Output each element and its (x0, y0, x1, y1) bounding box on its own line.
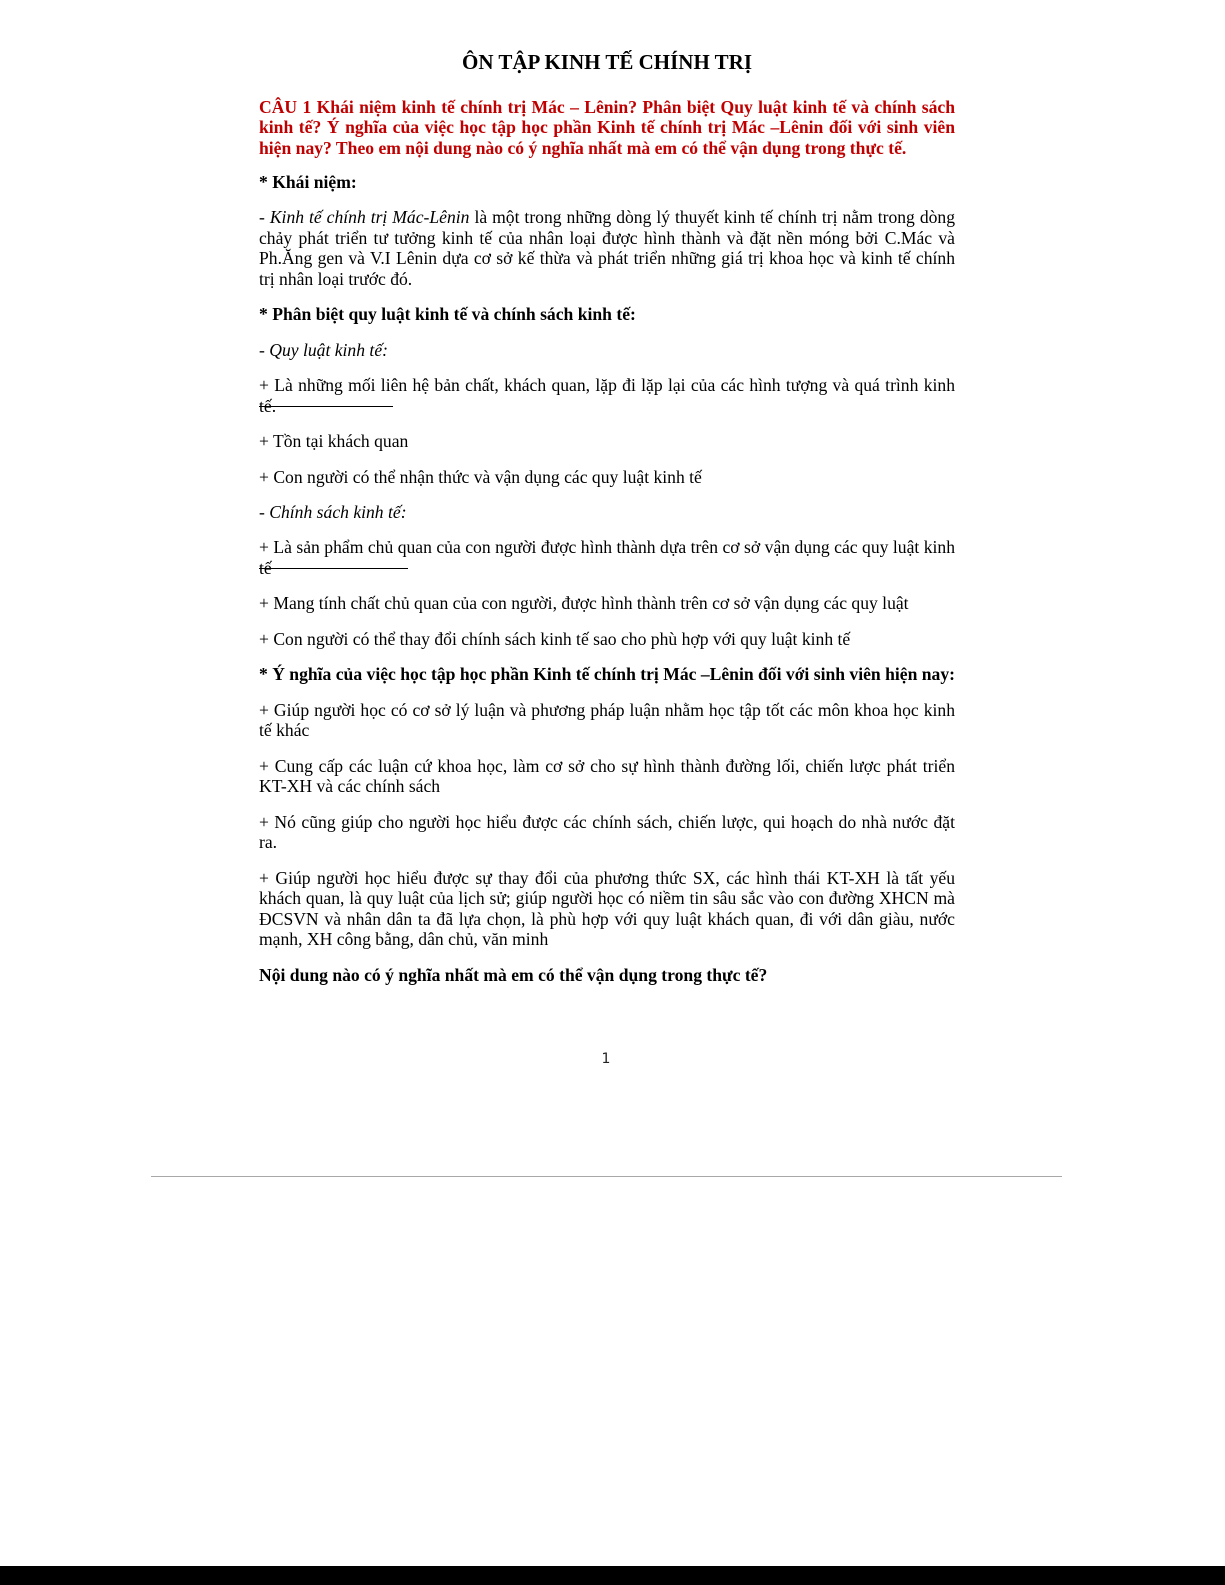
significance-point-3: + Nó cũng giúp cho người học hiểu được các chính sách, chiến lược, qui hoạch do nhà nước đặt ra. (259, 811, 955, 853)
concept-heading: * Khái niệm: (259, 171, 357, 192)
strikethrough-line (259, 568, 408, 569)
page-content (259, 48, 955, 1000)
page-number: 1 (601, 1051, 611, 1067)
page-divider (151, 1176, 1062, 1177)
significance-point-2: + Cung cấp các luận cứ khoa học, làm cơ sở cho sự hình thành đường lối, chiến lược phát triển KT-XH và các chính sách (259, 755, 955, 797)
law-point-2: + Tồn tại khách quan (259, 431, 409, 452)
strikethrough-line (259, 406, 393, 407)
law-point-1-text: + Là những mối liên hệ bản chất, khách quan, lặp đi lặp lại của các hình tượng và quá trình kinh tế. (259, 375, 955, 416)
significance-point-4: + Giúp người học hiểu được sự thay đổi của phương thức SX, các hình thái KT-XH là tất yếu khách quan, là quy luật của lịch sử; giúp người học có niềm tin sâu sắc vào con đường XHCN mà ĐCSVN và nhân dân ta đã lựa chọn, là phù hợp với quy luật khách quan, đi với dân giàu, nước mạnh, XH công bằng, dân chủ, văn minh (259, 867, 955, 950)
bottom-edge-bar (0, 1566, 1225, 1585)
law-point-1 (259, 375, 955, 416)
concept-term: - Kinh tế chính trị Mác-Lênin (259, 207, 470, 228)
policy-point-2: + Mang tính chất chủ quan của con người, được hình thành trên cơ sở vận dụng các quy luật (259, 593, 909, 614)
concept-paragraph (259, 207, 955, 289)
law-label: - Quy luật kinh tế: (259, 339, 388, 360)
significance-heading: * Ý nghĩa của việc học tập học phần Kinh tế chính trị Mác –Lênin đối với sinh viên hiện nay: (259, 664, 956, 685)
question-1: CÂU 1 Khái niệm kinh tế chính trị Mác – Lênin? Phân biệt Quy luật kinh tế và chính sách kinh tế? Ý nghĩa của việc học tập học phần Kinh tế chính trị Mác –Lênin đối với sinh viên hiện nay? Theo em nội dung nào có ý nghĩa nhất mà em có thể vận dụng trong thực tế. (259, 97, 955, 158)
policy-point-1 (259, 537, 955, 578)
concept-definition: là một trong những dòng lý thuyết kinh tế chính trị nằm trong dòng chảy phát triển tư tưởng kinh tế của nhân loại được hình thành và đặt nền móng bởi C.Mác và Ph.Ăng gen và V.I Lênin dựa cơ sở kế thừa và phát triển những giá trị khoa học và kinh tế chính trị nhân loại trước đó. (259, 207, 956, 290)
policy-point-1-text: + Là sản phẩm chủ quan của con người được hình thành dựa trên cơ sở vận dụng các quy luật kinh tế (259, 537, 955, 578)
policy-label: - Chính sách kinh tế: (259, 502, 407, 522)
policy-point-3: + Con người có thể thay đổi chính sách kinh tế sao cho phù hợp với quy luật kinh tế (259, 628, 851, 649)
closing-question: Nội dung nào có ý nghĩa nhất mà em có thể vận dụng trong thực tế? (259, 964, 768, 985)
significance-point-1: + Giúp người học có cơ sở lý luận và phương pháp luận nhằm học tập tốt các môn khoa học kinh tế khác (259, 699, 955, 741)
document-title: ÔN TẬP KINH TẾ CHÍNH TRỊ (462, 50, 752, 74)
distinction-heading: * Phân biệt quy luật kinh tế và chính sách kinh tế: (259, 304, 636, 325)
law-point-3: + Con người có thể nhận thức và vận dụng các quy luật kinh tế (259, 466, 702, 487)
